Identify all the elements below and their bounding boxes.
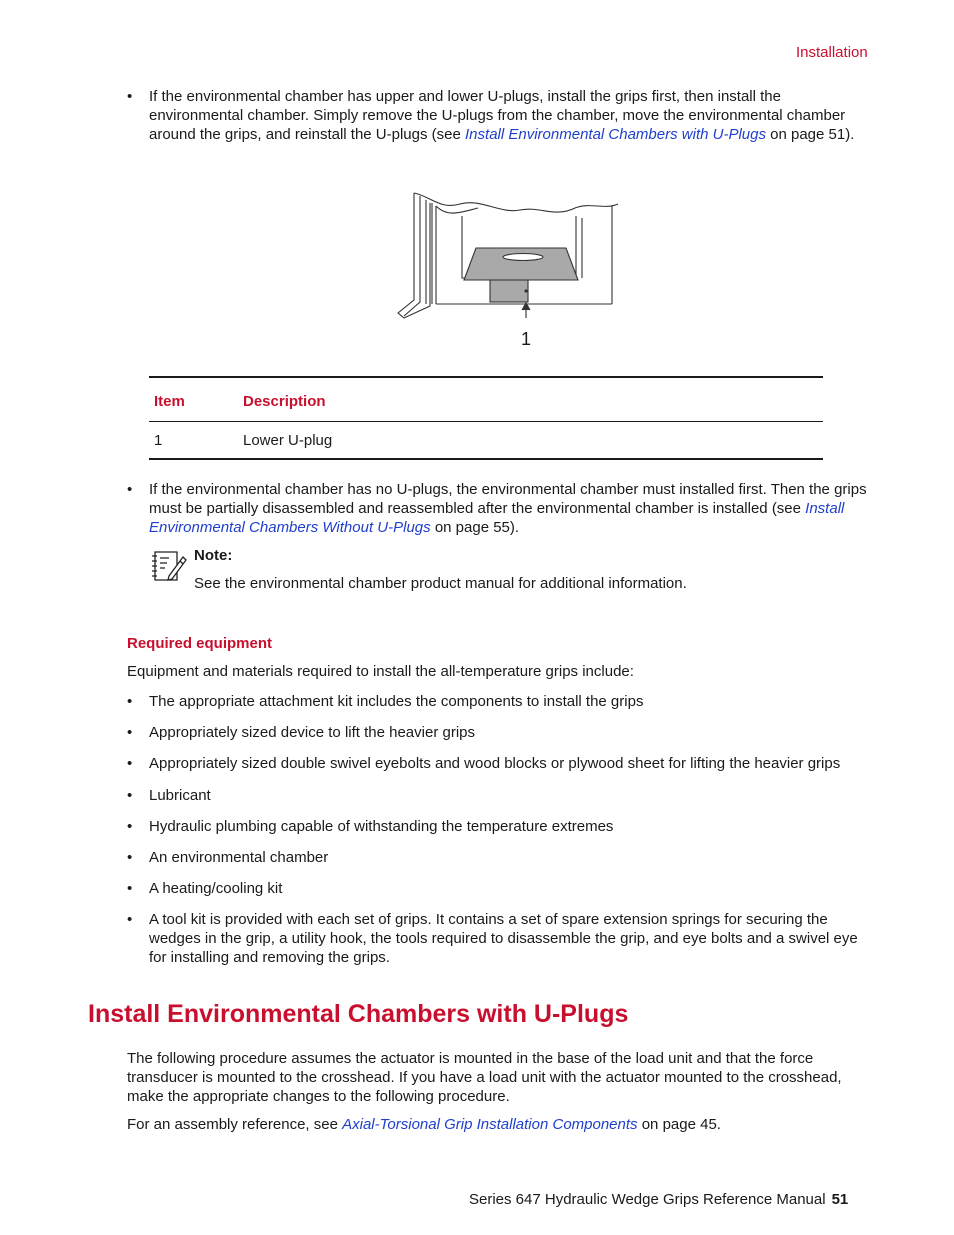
list-item: • Lubricant — [127, 787, 211, 804]
note-text: See the environmental chamber product manual for additional information. — [194, 575, 687, 592]
page-number: 51 — [831, 1191, 849, 1208]
figure-callout-1: 1 — [521, 329, 532, 349]
intro-bullet: • If the environmental chamber has upper and lower U-plugs, install the grips first, then install the environmental chamber. Simply remove the U-plugs from the chamber, move the environmental chamber around the grips, and reinstall the U-plugs (see Install Environmental Chambers with U-Plugs on page 51). — [127, 88, 855, 143]
item-description-table — [149, 376, 823, 460]
note-label: Note: — [194, 547, 233, 564]
xref-link-u-plugs[interactable]: Install Environmental Chambers with U-Plugs — [465, 126, 766, 143]
footer-manual-title: Series 647 Hydraulic Wedge Grips Reference Manual — [469, 1191, 826, 1208]
list-item: • Appropriately sized device to lift the heavier grips — [127, 724, 476, 741]
xref-link-axial-torsional[interactable]: Axial-Torsional Grip Installation Components — [342, 1116, 638, 1133]
list-item: • A heating/cooling kit — [127, 880, 283, 897]
col-description-header: Description — [238, 377, 823, 422]
required-equipment-intro: Equipment and materials required to install the all-temperature grips include: — [127, 663, 634, 680]
list-item: • An environmental chamber — [127, 849, 329, 866]
list-item: • Hydraulic plumbing capable of withstanding the temperature extremes — [127, 818, 614, 835]
required-equipment-heading: Required equipment — [127, 635, 273, 652]
section-paragraph: The following procedure assumes the actuator is mounted in the base of the load unit and that the force transducer is mounted to the crosshead. If you have a load unit with the actuator mounted to the crosshead, make the appropriate changes to the following procedure. — [127, 1050, 842, 1105]
note-pencil-icon — [149, 548, 187, 584]
table-cell-item: 1 — [149, 422, 238, 460]
list-item: • Appropriately sized double swivel eyebolts and wood blocks or plywood sheet for lifting the heavier grips — [127, 755, 841, 772]
list-item: • A tool kit is provided with each set of grips. It contains a set of spare extension springs for securing the wedges in the grip, a utility hook, the tools required to disassemble the grip, and eye bolts and a swivel eye for installing and removing the grips. — [127, 911, 858, 966]
second-bullet: • If the environmental chamber has no U-plugs, the environmental chamber must installed first. Then the grips must be partially disassembled and reassembled after the environmental chamber is installed (see Install Environmental Chambers Without U-Plugs on page 55). — [127, 481, 867, 536]
page-footer — [469, 1190, 848, 1209]
xref-link-without-u-plugs[interactable]: Install Environmental Chambers Without U-Plugs — [149, 500, 845, 536]
section-title: Install Environmental Chambers with U-Plugs — [88, 1000, 629, 1028]
assembly-reference-paragraph: For an assembly reference, see Axial-Torsional Grip Installation Components on page 45. — [127, 1116, 721, 1133]
table-cell-description: Lower U-plug — [238, 422, 823, 460]
running-header: Installation — [796, 44, 868, 61]
lower-u-plug-figure — [390, 188, 630, 350]
table-row — [149, 422, 823, 460]
list-item: • The appropriate attachment kit includes the components to install the grips — [127, 693, 644, 710]
col-item-header: Item — [149, 377, 238, 422]
